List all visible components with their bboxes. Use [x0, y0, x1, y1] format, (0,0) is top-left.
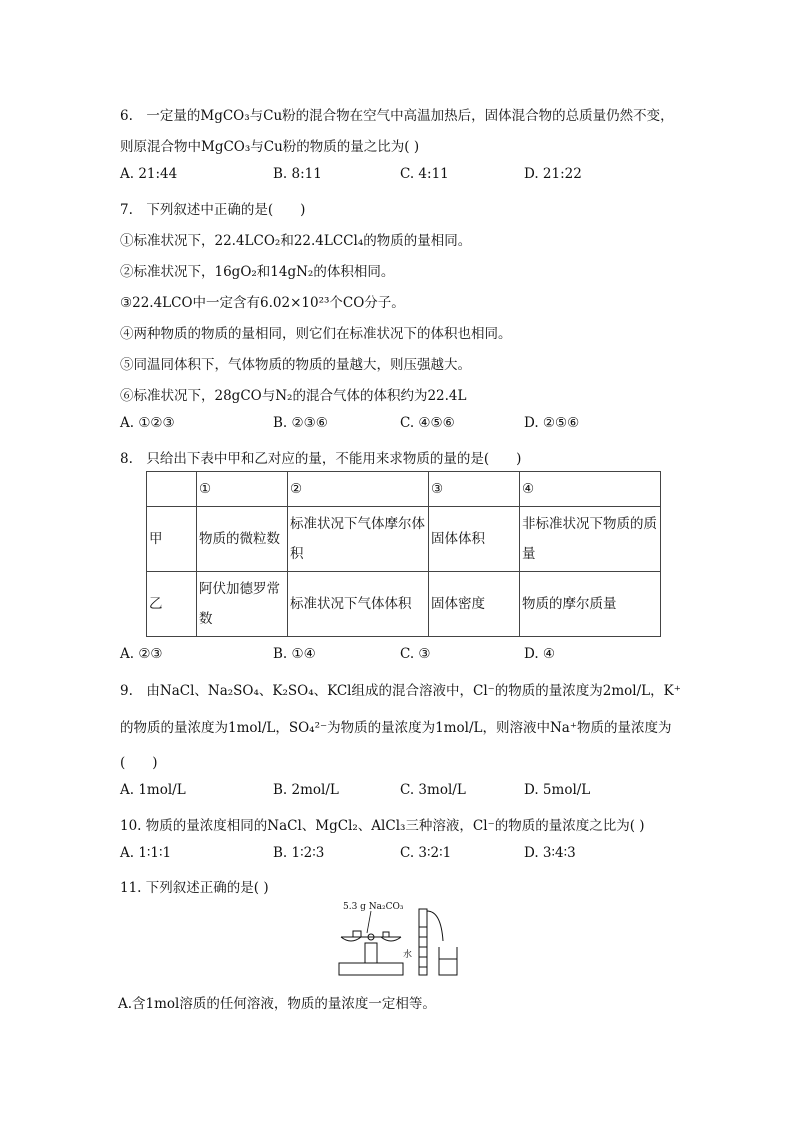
q8-option-c: C. ③ [400, 646, 431, 662]
q9-stem-line2: 的物质的量浓度为1mol/L，SO₄²⁻为物质的量浓度为1mol/L，则溶液中Na⁺物质的量浓度为 [120, 720, 672, 736]
q8-option-d: D. ④ [524, 646, 556, 662]
q7-stem: 7. 下列叙述中正确的是( ) [120, 202, 306, 218]
q8-cell-yi-3: 固体密度 [429, 572, 520, 637]
q8-row-label-jia: 甲 [147, 507, 197, 572]
q7-item-5: ⑤同温同体积下，气体物质的物质的量越大，则压强越大。 [120, 357, 471, 373]
q8-table-header-2: ② [288, 472, 429, 507]
q10-option-a: A. 1∶1∶1 [120, 845, 172, 861]
q7-item-1: ①标准状况下，22.4LCO₂和22.4LCCl₄的物质的量相同。 [120, 233, 472, 249]
q8-table [146, 471, 661, 637]
q6-stem-line1: 6. 一定量的MgCO₃与Cu粉的混合物在空气中高温加热后，固体混合物的总质量仍然不变， [120, 108, 674, 124]
q6-option-a: A. 21:44 [120, 166, 178, 182]
q8-table-header-1: ① [197, 472, 288, 507]
q7-option-a: A. ①②③ [120, 415, 175, 431]
q10-option-c: C. 3∶2∶1 [400, 845, 452, 861]
figure-water-label: 水 [403, 950, 413, 960]
q8-cell-yi-2: 标准状况下气体体积 [288, 572, 429, 637]
q10-option-b: B. 1∶2∶3 [273, 845, 325, 861]
q8-row-label-yi: 乙 [147, 572, 197, 637]
q8-stem: 8. 只给出下表中甲和乙对应的量，不能用来求物质的量的是( ) [120, 451, 522, 467]
q8-option-a: A. ②③ [120, 646, 163, 662]
q7-item-6: ⑥标准状况下，28gCO与N₂的混合气体的体积约为22.4L [120, 388, 467, 404]
volumetric-flask-icon [419, 909, 457, 975]
q6-stem-line2: 则原混合物中MgCO₃与Cu粉的物质的量之比为( ) [120, 139, 420, 155]
q7-option-c: C. ④⑤⑥ [400, 415, 455, 431]
q8-table-header-4: ④ [520, 472, 661, 507]
q8-cell-jia-1: 物质的微粒数 [197, 507, 288, 572]
q6-option-c: C. 4:11 [400, 166, 449, 182]
q7-item-2: ②标准状况下，16gO₂和14gN₂的体积相同。 [120, 264, 395, 280]
q8-table-row-jia [147, 507, 661, 572]
q8-table-header-3: ③ [429, 472, 520, 507]
q9-option-b: B. 2mol/L [273, 782, 339, 798]
q9-option-a: A. 1mol/L [120, 782, 186, 798]
q9-option-c: C. 3mol/L [400, 782, 466, 798]
q7-option-b: B. ②③⑥ [273, 415, 328, 431]
q8-cell-jia-3: 固体体积 [429, 507, 520, 572]
balance-icon [339, 931, 403, 975]
q6-option-d: D. 21:22 [524, 166, 582, 182]
q8-table-row-yi [147, 572, 661, 637]
q8-table-header-row [147, 472, 661, 507]
q7-item-4: ④两种物质的物质的量相同，则它们在标准状况下的体积也相同。 [120, 326, 512, 342]
balance-and-flask-figure [335, 897, 465, 979]
q8-table-corner [147, 472, 197, 507]
q8-cell-yi-4: 物质的摩尔质量 [520, 572, 661, 637]
figure-label: 5.3 g Na₂CO₃ [343, 902, 404, 912]
q8-cell-jia-4: 非标准状况下物质的质量 [520, 507, 661, 572]
q11-stem: 11. 下列叙述正确的是( ) [120, 880, 269, 896]
label-pointer [367, 911, 371, 933]
q7-item-3: ③22.4LCO中一定含有6.02×10²³个CO分子。 [120, 295, 405, 311]
q11-option-a: A.含1mol溶质的任何溶液，物质的量浓度一定相等。 [118, 996, 436, 1012]
q8-cell-jia-2: 标准状况下气体摩尔体积 [288, 507, 429, 572]
q8-option-b: B. ①④ [273, 646, 316, 662]
q9-stem-line3: ( ) [120, 755, 158, 771]
q8-cell-yi-1: 阿伏加德罗常数 [197, 572, 288, 637]
q10-option-d: D. 3∶4∶3 [524, 845, 576, 861]
q9-stem-line1: 9. 由NaCl、Na₂SO₄、K₂SO₄、KCl组成的混合溶液中，Cl⁻的物质的量浓度为2mol/L，K⁺ [120, 683, 681, 699]
q7-option-d: D. ②⑤⑥ [524, 415, 580, 431]
q6-option-b: B. 8:11 [273, 166, 322, 182]
q9-option-d: D. 5mol/L [524, 782, 591, 798]
q10-stem: 10. 物质的量浓度相同的NaCl、MgCl₂、AlCl₃三种溶液，Cl⁻的物质的量浓度之比为( ) [120, 818, 645, 834]
